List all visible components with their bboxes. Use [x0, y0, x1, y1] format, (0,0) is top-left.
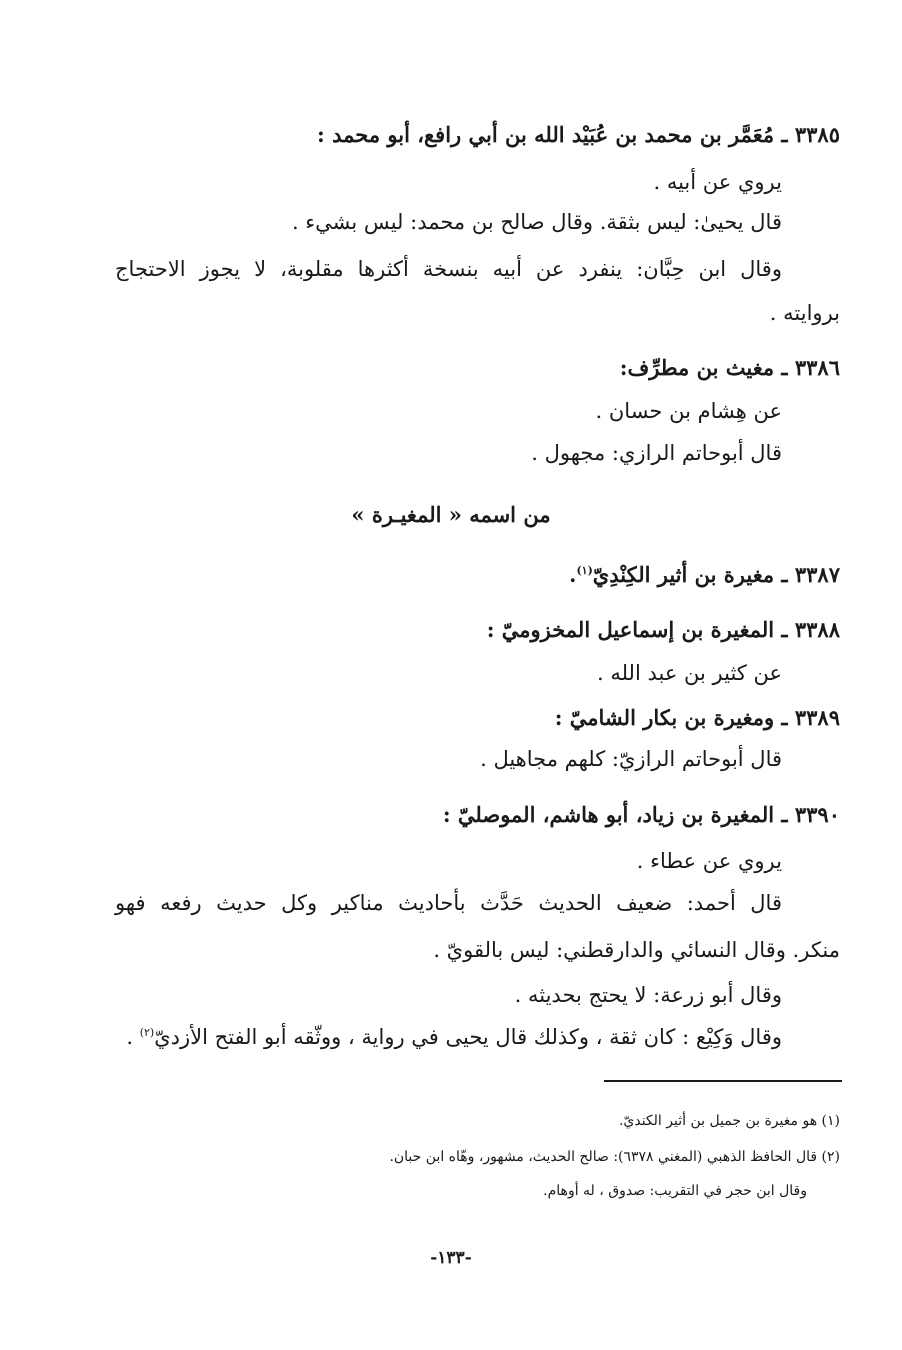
footnote-ref-2: (٢) — [139, 1026, 155, 1039]
entry-3385-line-1: يروي عن أبيه . — [653, 170, 782, 194]
entry-3389-line-1: قال أبوحاتم الرازيّ: كلهم مجاهيل . — [480, 747, 782, 771]
entry-3390-line-1: يروي عن عطاء . — [636, 849, 782, 873]
entry-3385-line-4: بروايته . — [769, 301, 840, 325]
entry-3388-line-1: عن كثير بن عبد الله . — [597, 661, 782, 685]
section-title: من اسمه « المغيـرة » — [351, 502, 551, 527]
entry-3386-line-1: عن هِشام بن حسان . — [595, 399, 782, 423]
page-number: -١٣٣- — [430, 1248, 472, 1268]
entry-3387-name: ٣٣٨٧ ـ مغيرة بن أثير الكِنْدِيّ — [592, 562, 840, 587]
footnote-2: (٢) قال الحافظ الذهبي (المغني ٦٣٧٨): صالح الحديث، مشهور، وهّاه ابن حبان. — [389, 1149, 840, 1165]
entry-3390-line-2: قال أحمد: ضعيف الحديث حَدَّث بأحاديث مناكير وكل حديث رفعه فهو — [115, 891, 782, 915]
entry-3386-line-2: قال أبوحاتم الرازي: مجهول . — [531, 441, 782, 465]
entry-3390-line-4: وقال أبو زرعة: لا يحتج بحديثه . — [514, 983, 782, 1007]
footnote-ref-1: (١) — [576, 564, 593, 577]
entry-3388-heading: ٣٣٨٨ ـ المغيرة بن إسماعيل المخزوميّ : — [486, 617, 840, 642]
footnote-1: (١) هو مغيرة بن جميل بن أثير الكنديّ. — [618, 1113, 840, 1129]
entry-3390-heading: ٣٣٩٠ ـ المغيرة بن زياد، أبو هاشم، الموصليّ : — [442, 802, 840, 827]
entry-3387-heading — [569, 560, 840, 590]
entry-3390-line-3: منكر. وقال النسائي والدارقطني: ليس بالقويّ . — [433, 938, 840, 962]
entry-3390-line-5-text: وقال وَكِيْع : كان ثقة ، وكذلك قال يحيى في رواية ، ووثّقه أبو الفتح الأزديّ — [154, 1025, 782, 1049]
entry-3390-line-5 — [126, 1022, 782, 1052]
entry-3385-line-2: قال يحيىٰ: ليس بثقة. وقال صالح بن محمد: ليس بشيء . — [291, 210, 782, 234]
entry-3385-line-3: وقال ابن حِبَّان: ينفرد عن أبيه بنسخة أكثرها مقلوبة، لا يجوز الاحتجاج — [115, 257, 782, 281]
entry-3387-tail: . — [569, 562, 577, 587]
entry-3389-heading: ٣٣٨٩ ـ ومغيرة بن بكار الشاميّ : — [554, 705, 840, 730]
footnote-separator — [604, 1080, 842, 1082]
entry-3385-heading: ٣٣٨٥ ـ مُعَمَّر بن محمد بن عُبَيْد الله بن أبي رافع، أبو محمد : — [317, 122, 840, 147]
footnote-2-continued: وقال ابن حجر في التقريب: صدوق ، له أوهام. — [543, 1183, 807, 1199]
entry-3386-heading: ٣٣٨٦ ـ مغيث بن مطرِّف: — [619, 355, 840, 380]
entry-3390-line-5-tail: . — [126, 1025, 140, 1049]
